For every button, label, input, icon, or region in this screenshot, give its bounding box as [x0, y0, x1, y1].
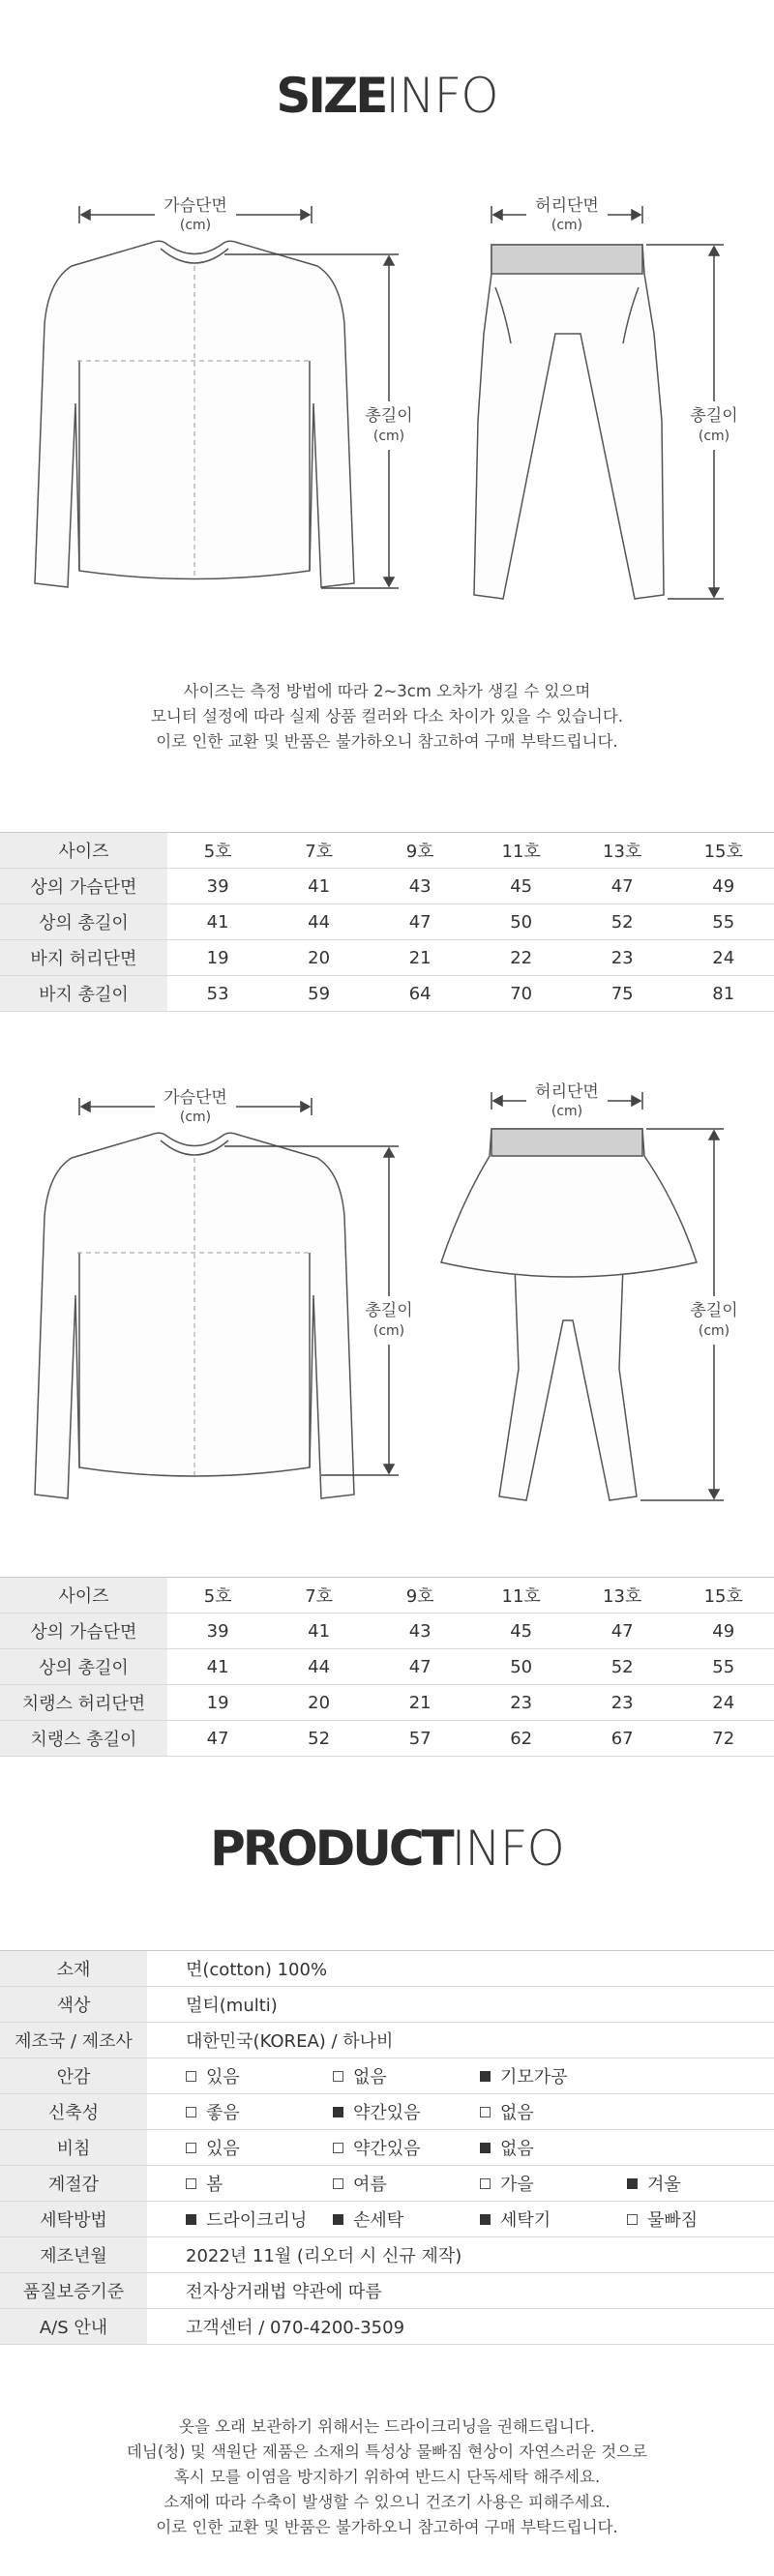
table-cell: 23	[470, 1685, 572, 1721]
option	[186, 2135, 333, 2160]
table-cell: 59	[268, 976, 370, 1012]
table-cell: 24	[672, 940, 774, 976]
option-label: 없음	[500, 2103, 534, 2123]
table-cell: 43	[370, 869, 471, 904]
empty-checkbox-icon	[186, 2071, 196, 2082]
table-cell: 47	[572, 869, 673, 904]
empty-checkbox-icon	[480, 2178, 491, 2189]
product-info-title	[0, 1821, 774, 1877]
table-row	[0, 2273, 774, 2309]
table-cell: 24	[672, 1685, 774, 1721]
chest-width-label: 가슴단면	[164, 196, 227, 216]
table-cell: 상의 총길이	[0, 904, 167, 940]
table-cell: 20	[268, 1685, 370, 1721]
table-cell: 41	[268, 869, 370, 904]
size-title-bold: SIZE	[276, 68, 386, 124]
info-value: 대한민국(KOREA) / 하나비	[147, 2023, 774, 2058]
option-group	[186, 2063, 774, 2088]
filled-checkbox-icon	[333, 2214, 343, 2225]
size-notice	[0, 679, 774, 755]
care-notice-line: 데님(청) 및 색원단 제품은 소재의 특성상 물빠짐 현상이 자연스러운 것으로	[126, 2443, 648, 2461]
option-label: 봄	[206, 2175, 223, 2195]
waist-width-label: 허리단면	[535, 196, 599, 216]
option	[333, 2206, 480, 2232]
filled-checkbox-icon	[333, 2107, 343, 2117]
info-value: 2022년 11월 (리오더 시 신규 제작)	[147, 2237, 774, 2273]
empty-checkbox-icon	[186, 2143, 196, 2153]
table-cell: 13호	[572, 1578, 673, 1614]
table-cell: 49	[672, 869, 774, 904]
table-cell: 50	[470, 1649, 572, 1685]
table-cell: 67	[572, 1721, 673, 1757]
option-label: 약간있음	[353, 2139, 421, 2159]
table-cell: 11호	[470, 833, 572, 869]
table-cell: 상의 총길이	[0, 1649, 167, 1685]
table-cell: 15호	[672, 1578, 774, 1614]
table-header-row	[0, 1578, 774, 1614]
option-group	[186, 2099, 774, 2124]
option-group	[186, 2171, 774, 2196]
info-value: 멀티(multi)	[147, 1987, 774, 2023]
option	[627, 2206, 774, 2232]
table-header-row	[0, 833, 774, 869]
table-cell: 41	[268, 1614, 370, 1649]
info-label: 안감	[0, 2058, 147, 2094]
table-row	[0, 2094, 774, 2130]
table-cell: 47	[572, 1614, 673, 1649]
option-label: 여름	[353, 2175, 387, 2195]
table-row	[0, 2130, 774, 2166]
empty-checkbox-icon	[333, 2071, 343, 2082]
info-label: 품질보증기준	[0, 2273, 147, 2309]
size-table-skirt-leggings	[0, 1577, 774, 1757]
option	[480, 2171, 627, 2196]
info-label: 세탁방법	[0, 2202, 147, 2237]
option	[186, 2063, 333, 2088]
top-length-unit-label: (cm)	[372, 429, 405, 444]
table-cell: 70	[470, 976, 572, 1012]
table-row	[0, 2202, 774, 2237]
info-label: 제조국 / 제조사	[0, 2023, 147, 2058]
chest-width-label: 가슴단면	[164, 1088, 227, 1108]
table-cell: 53	[167, 976, 269, 1012]
table-row	[0, 2023, 774, 2058]
empty-checkbox-icon	[333, 2143, 343, 2153]
table-cell: 49	[672, 1614, 774, 1649]
table-cell: 23	[572, 940, 673, 976]
filled-checkbox-icon	[480, 2214, 491, 2225]
table-cell: 62	[470, 1721, 572, 1757]
empty-checkbox-icon	[333, 2178, 343, 2189]
empty-checkbox-icon	[186, 2178, 196, 2189]
empty-checkbox-icon	[480, 2107, 491, 2117]
empty-checkbox-icon	[186, 2107, 196, 2117]
table-cell: 15호	[672, 833, 774, 869]
table-row	[0, 1987, 774, 2023]
table-cell: 7호	[268, 833, 370, 869]
care-notice-line: 혹시 모를 이염을 방지하기 위하여 반드시 단독세탁 해주세요.	[173, 2468, 601, 2486]
table-cell: 52	[268, 1721, 370, 1757]
info-value: 면(cotton) 100%	[147, 1951, 774, 1987]
table-cell: 39	[167, 1614, 269, 1649]
table-row	[0, 1649, 774, 1685]
option-group	[186, 2206, 774, 2232]
option	[480, 2135, 627, 2160]
table-cell: 상의 가슴단면	[0, 1614, 167, 1649]
table-row	[0, 1951, 774, 1987]
table-cell: 19	[167, 1685, 269, 1721]
table-row	[0, 2166, 774, 2202]
size-diagram-top-pants	[0, 189, 774, 614]
table-cell: 5호	[167, 1578, 269, 1614]
table-row	[0, 1614, 774, 1649]
option-label: 없음	[353, 2067, 387, 2087]
top-length-label: 총길이	[365, 1301, 413, 1320]
table-cell: 21	[370, 1685, 471, 1721]
table-cell: 45	[470, 869, 572, 904]
info-value: 고객센터 / 070-4200-3509	[147, 2309, 774, 2345]
table-cell: 55	[672, 904, 774, 940]
option-label: 기모가공	[500, 2067, 568, 2087]
option-label: 세탁기	[500, 2210, 551, 2231]
skirt-length-label: 총길이	[690, 1301, 738, 1320]
option-label: 겨울	[647, 2175, 681, 2195]
waist-unit-label: (cm)	[551, 218, 583, 233]
table-row	[0, 1685, 774, 1721]
top-length-label: 총길이	[365, 406, 413, 426]
table-cell: 21	[370, 940, 471, 976]
table-cell: 47	[370, 1649, 471, 1685]
waist-width-label: 허리단면	[535, 1082, 599, 1102]
size-diagram-top-skirt	[0, 1079, 774, 1524]
table-cell: 바지 허리단면	[0, 940, 167, 976]
table-cell: 44	[268, 904, 370, 940]
info-label: 색상	[0, 1987, 147, 2023]
size-notice-line: 모니터 설정에 따라 실제 상품 컬러와 다소 차이가 있을 수 있습니다.	[150, 707, 624, 725]
table-cell: 47	[167, 1721, 269, 1757]
care-notice	[0, 2414, 774, 2540]
table-row	[0, 2058, 774, 2094]
option-label: 있음	[206, 2067, 240, 2087]
option-label: 약간있음	[353, 2103, 421, 2123]
table-cell: 11호	[470, 1578, 572, 1614]
option-group	[186, 2135, 774, 2160]
option-label: 손세탁	[353, 2210, 404, 2231]
table-cell: 64	[370, 976, 471, 1012]
care-notice-line: 소재에 따라 수축이 발생할 수 있으니 건조기 사용은 피해주세요.	[164, 2493, 610, 2511]
table-cell: 50	[470, 904, 572, 940]
size-notice-line: 사이즈는 측정 방법에 따라 2~3cm 오차가 생길 수 있으며	[183, 682, 591, 700]
table-cell: 상의 가슴단면	[0, 869, 167, 904]
product-title-bold: PRODUCT	[210, 1821, 452, 1877]
table-cell: 41	[167, 904, 269, 940]
table-cell: 19	[167, 940, 269, 976]
option-label: 물빠짐	[647, 2210, 699, 2231]
size-table-pants	[0, 832, 774, 1012]
waist-unit-label: (cm)	[551, 1104, 583, 1119]
option	[333, 2171, 480, 2196]
table-cell: 치랭스 허리단면	[0, 1685, 167, 1721]
table-cell: 52	[572, 904, 673, 940]
table-cell: 75	[572, 976, 673, 1012]
empty-checkbox-icon	[627, 2214, 638, 2225]
option-label: 있음	[206, 2139, 240, 2159]
table-cell: 22	[470, 940, 572, 976]
option	[333, 2099, 480, 2124]
info-value: 전자상거래법 약관에 따름	[147, 2273, 774, 2309]
info-label: 제조년월	[0, 2237, 147, 2273]
table-cell: 41	[167, 1649, 269, 1685]
table-cell: 13호	[572, 833, 673, 869]
product-info-table	[0, 1950, 774, 2345]
info-label: 계절감	[0, 2166, 147, 2202]
table-cell: 43	[370, 1614, 471, 1649]
option	[627, 2171, 774, 2196]
option	[186, 2099, 333, 2124]
option	[333, 2135, 480, 2160]
option	[480, 2206, 627, 2232]
table-row	[0, 904, 774, 940]
table-cell: 치랭스 총길이	[0, 1721, 167, 1757]
size-info-title	[0, 68, 774, 124]
chest-unit-label: (cm)	[179, 218, 212, 233]
table-row	[0, 940, 774, 976]
table-cell: 20	[268, 940, 370, 976]
table-cell: 44	[268, 1649, 370, 1685]
product-title-light: INFO	[451, 1821, 564, 1877]
option-label: 드라이크리닝	[206, 2210, 308, 2231]
size-notice-line: 이로 인한 교환 및 반품은 불가하오니 참고하여 구매 부탁드립니다.	[156, 732, 618, 751]
table-cell: 23	[572, 1685, 673, 1721]
pants-length-unit-label: (cm)	[698, 429, 730, 444]
info-label: 비침	[0, 2130, 147, 2166]
table-cell: 7호	[268, 1578, 370, 1614]
option-label: 좋음	[206, 2103, 240, 2123]
option	[480, 2099, 627, 2124]
care-notice-line: 옷을 오래 보관하기 위해서는 드라이크리닝을 권해드립니다.	[179, 2417, 595, 2436]
filled-checkbox-icon	[480, 2071, 491, 2082]
option	[186, 2171, 333, 2196]
table-cell: 72	[672, 1721, 774, 1757]
care-notice-line: 이로 인한 교환 및 반품은 불가하오니 참고하여 구매 부탁드립니다.	[156, 2518, 618, 2536]
filled-checkbox-icon	[186, 2214, 196, 2225]
info-label: 신축성	[0, 2094, 147, 2130]
info-label: A/S 안내	[0, 2309, 147, 2345]
option-label: 없음	[500, 2139, 534, 2159]
table-row	[0, 2237, 774, 2273]
table-row	[0, 976, 774, 1012]
table-row	[0, 869, 774, 904]
table-cell: 57	[370, 1721, 471, 1757]
filled-checkbox-icon	[480, 2143, 491, 2153]
size-title-light: INFO	[385, 68, 498, 124]
table-cell: 45	[470, 1614, 572, 1649]
option-label: 가을	[500, 2175, 534, 2195]
pants-length-label: 총길이	[690, 406, 738, 426]
skirt-length-unit-label: (cm)	[698, 1323, 730, 1339]
option	[480, 2063, 627, 2088]
table-row	[0, 1721, 774, 1757]
table-cell: 55	[672, 1649, 774, 1685]
table-cell: 39	[167, 869, 269, 904]
table-cell: 9호	[370, 833, 471, 869]
table-cell: 81	[672, 976, 774, 1012]
info-label: 소재	[0, 1951, 147, 1987]
top-length-unit-label: (cm)	[372, 1323, 405, 1339]
table-cell: 사이즈	[0, 833, 167, 869]
filled-checkbox-icon	[627, 2178, 638, 2189]
table-cell: 9호	[370, 1578, 471, 1614]
option	[333, 2063, 480, 2088]
table-cell: 52	[572, 1649, 673, 1685]
table-cell: 사이즈	[0, 1578, 167, 1614]
table-row	[0, 2309, 774, 2345]
table-cell: 바지 총길이	[0, 976, 167, 1012]
chest-unit-label: (cm)	[179, 1110, 212, 1125]
table-cell: 5호	[167, 833, 269, 869]
option	[186, 2206, 333, 2232]
table-cell: 47	[370, 904, 471, 940]
